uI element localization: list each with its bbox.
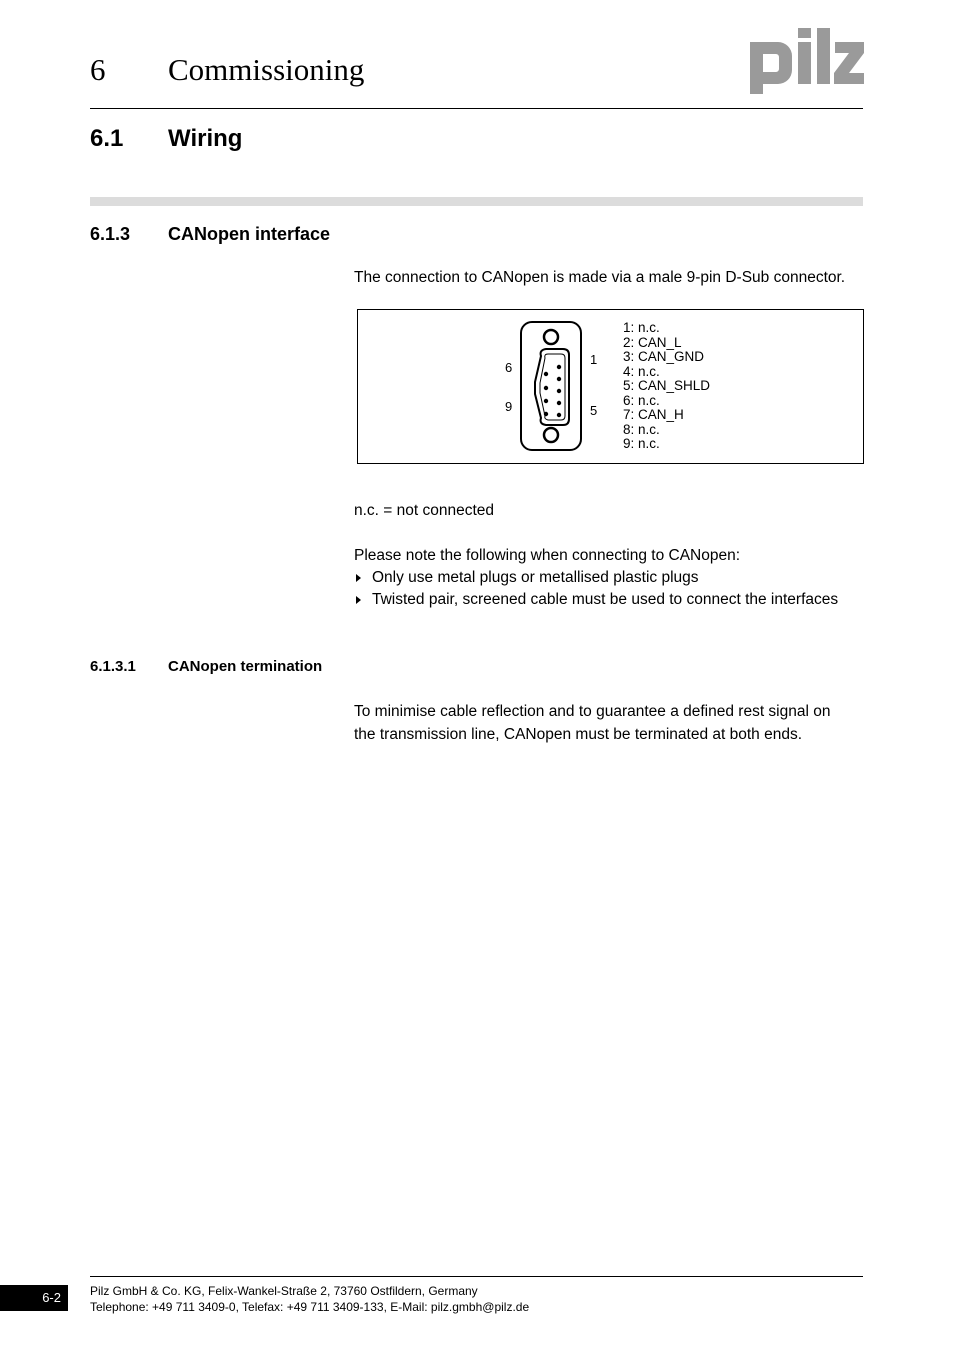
page-number-badge: [0, 1285, 68, 1311]
header-rule: [90, 108, 863, 109]
pin-assignment-list: [623, 321, 710, 452]
pin-assignment: 3: CAN_GND: [623, 349, 705, 364]
termination-line: To minimise cable reflection and to guarantee a defined rest signal on: [354, 703, 831, 720]
subsubsection-number: 6.1.3.1: [90, 658, 136, 675]
section-divider-bar: [90, 197, 863, 206]
subsection-title: CANopen interface: [168, 224, 331, 244]
pin-assignment: 1: n.c.: [623, 320, 660, 335]
section-title: Wiring: [168, 125, 243, 152]
pin-assignment: 9: n.c.: [623, 436, 660, 451]
pin-label-1: 1: [590, 352, 598, 367]
note-bullet-list: [354, 567, 838, 611]
footer-address: Pilz GmbH & Co. KG, Felix-Wankel-Straße 2, 73760 Ostfildern, Germany: [90, 1284, 478, 1298]
subsubsection-title: CANopen termination: [168, 658, 323, 675]
chapter-title: Commissioning: [168, 52, 365, 87]
nc-legend: n.c. = not connected: [354, 502, 495, 519]
pin-assignment: 2: CAN_L: [623, 334, 682, 350]
dsub-connector-icon: [508, 318, 598, 454]
section-number: 6.1: [90, 125, 124, 152]
list-item: [354, 567, 838, 589]
pin-assignment: 8: n.c.: [623, 421, 660, 437]
bullet-triangle-icon: [356, 574, 361, 582]
pin-assignment: 7: CAN_H: [623, 407, 684, 422]
footer-rule: [90, 1276, 863, 1277]
pin-label-9: 9: [505, 399, 513, 414]
pin-assignment: 4: n.c.: [623, 363, 660, 379]
pin-assignment: 6: n.c.: [623, 392, 660, 408]
termination-line: the transmission line, CANopen must be terminated at both ends.: [354, 726, 803, 743]
intro-paragraph: The connection to CANopen is made via a male 9-pin D-Sub connector.: [354, 269, 846, 286]
list-item: [354, 589, 838, 611]
pin-assignment: 5: CAN_SHLD: [623, 378, 711, 393]
bullet-triangle-icon: [356, 596, 361, 604]
subsection-number: 6.1.3: [90, 224, 131, 244]
list-item-text: Only use metal plugs or metallised plastic plugs: [372, 569, 699, 586]
page-number: 6-2: [42, 1290, 61, 1305]
pilz-logo: [748, 28, 864, 94]
connector-figure: [357, 309, 864, 464]
pin-label-5: 5: [590, 403, 598, 418]
list-item-text: Twisted pair, screened cable must be used to connect the interfaces: [372, 591, 839, 608]
chapter-number: 6: [90, 52, 106, 87]
pin-label-6: 6: [505, 360, 513, 375]
note-intro: Please note the following when connecting to CANopen:: [354, 547, 741, 564]
footer-text: [90, 1283, 529, 1315]
footer-contact: Telephone: +49 711 3409-0, Telefax: +49 711 3409-133, E-Mail: pilz.gmbh@pilz.de: [90, 1300, 530, 1314]
termination-paragraph: [354, 700, 874, 746]
